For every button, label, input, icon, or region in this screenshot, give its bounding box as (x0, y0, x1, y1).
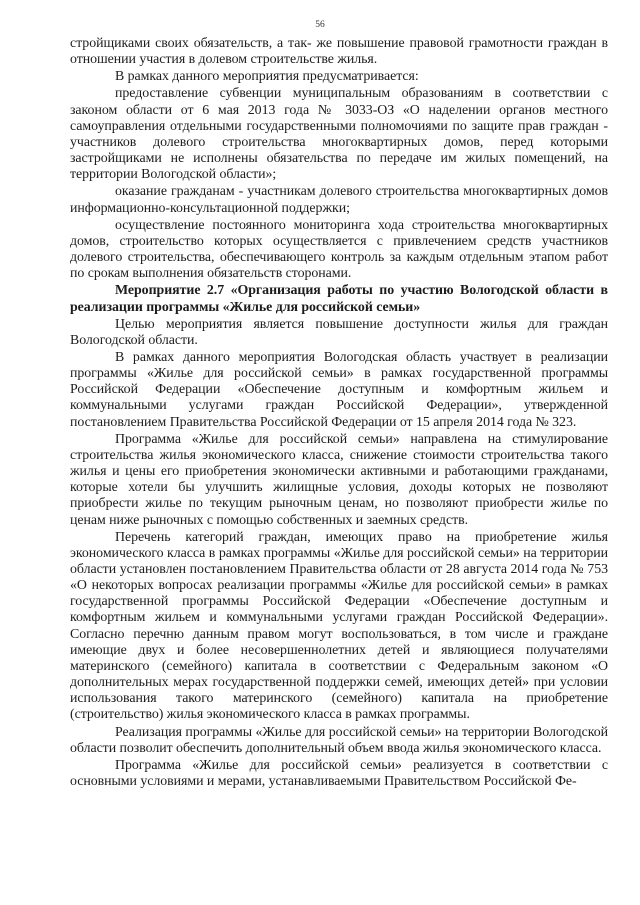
paragraph-8: В рамках данного мероприятия Вологодская область участвует в реализации программы «Жилье для российской семьи» в рамках государственной программы Российской Федерации «Обеспечение доступным и комфортным жильем и коммунальными услугами граждан Российской Федерации», утвержденной постановлением Правительства Российской Федерации от 15 апреля 2014 года № 323. (70, 349, 608, 430)
page-number: 56 (315, 20, 325, 30)
page-content (70, 36, 608, 791)
paragraph-11: Реализация программы «Жилье для российской семьи» на территории Вологодской области позволит обеспечить дополнительный объем ввода жилья экономического класса. (70, 724, 608, 756)
paragraph-1: стройщиками своих обязательств, а так- же повышение правовой грамотности граждан в отношении участия в долевом строительстве жилья. (70, 36, 608, 68)
paragraph-2: В рамках данного мероприятия предусматривается: (115, 69, 419, 85)
section-heading: Мероприятие 2.7 «Организация работы по участию Вологодской области в реализации программы «Жилье для российской семьи» (70, 283, 608, 315)
paragraph-12: Программа «Жилье для российской семьи» реализуется в соответствии с основными условиями и мерами, устанавливаемыми Правительством Российской Фе- (70, 757, 608, 790)
paragraph-3: предоставление субвенции муниципальным образованиям в соответствии с законом области от 6 мая 2013 года № 3033-ОЗ «О наделении органов местного самоуправления отдельными государственными полномочиями по защите прав граждан - участников долевого строительства многоквартирных домов, перед которыми застройщиками не исполнены обязательства по передаче им жилых помещений, на территории Вологодской области»; (70, 86, 608, 183)
paragraph-9: Программа «Жилье для российской семьи» направлена на стимулирование строительства жилья экономического класса, снижение стоимости строительства такого жилья и цены его приобретения экономически активными и работающими гражданами, которые хотели бы улучшить жилищные условия, доходы которых не позволяют приобрести жилье по текущим рыночным ценам, но позволяют приобрести жилье по ценам ниже рыночных с помощью собственных и заемных средств. (70, 431, 608, 528)
paragraph-10: Перечень категорий граждан, имеющих право на приобретение жилья экономического класса в рамках программы «Жилье для российской семьи» на территории области установлен постановлением Правительства области от 28 августа 2014 года № 753 «О некоторых вопросах реализации программы «Жилье для российской семьи» в рамках государственной программы Российской Федерации «Обеспечение доступным и комфортным жильем и коммунальными услугами граждан Российской Федерации». Согласно перечню данным правом могут воспользоваться, в том числе и граждане имеющие двух и более несовершеннолетних детей и являющиеся получателями материнского (семейного) капитала в соответствии с Федеральным законом «О дополнительных мерах государственной поддержки семей, имеющих детей» при условии использования такого материнского (семейного) капитала на приобретение (строительство) жилья экономического класса в рамках программы. (70, 529, 608, 723)
paragraph-4: оказание гражданам - участникам долевого строительства многоквартирных домов информационно-консультационной поддержки; (70, 184, 608, 216)
paragraph-5: осуществление постоянного мониторинга хода строительства многоквартирных домов, строительство которых осуществляется с привлечением средств участников долевого строительства, обеспечивающего контроль за каждым отдельным этапом работ по срокам выполнения обязательств сторонами. (70, 217, 608, 282)
paragraph-7: Целью мероприятия является повышение доступности жилья для граждан Вологодской области. (70, 316, 608, 348)
